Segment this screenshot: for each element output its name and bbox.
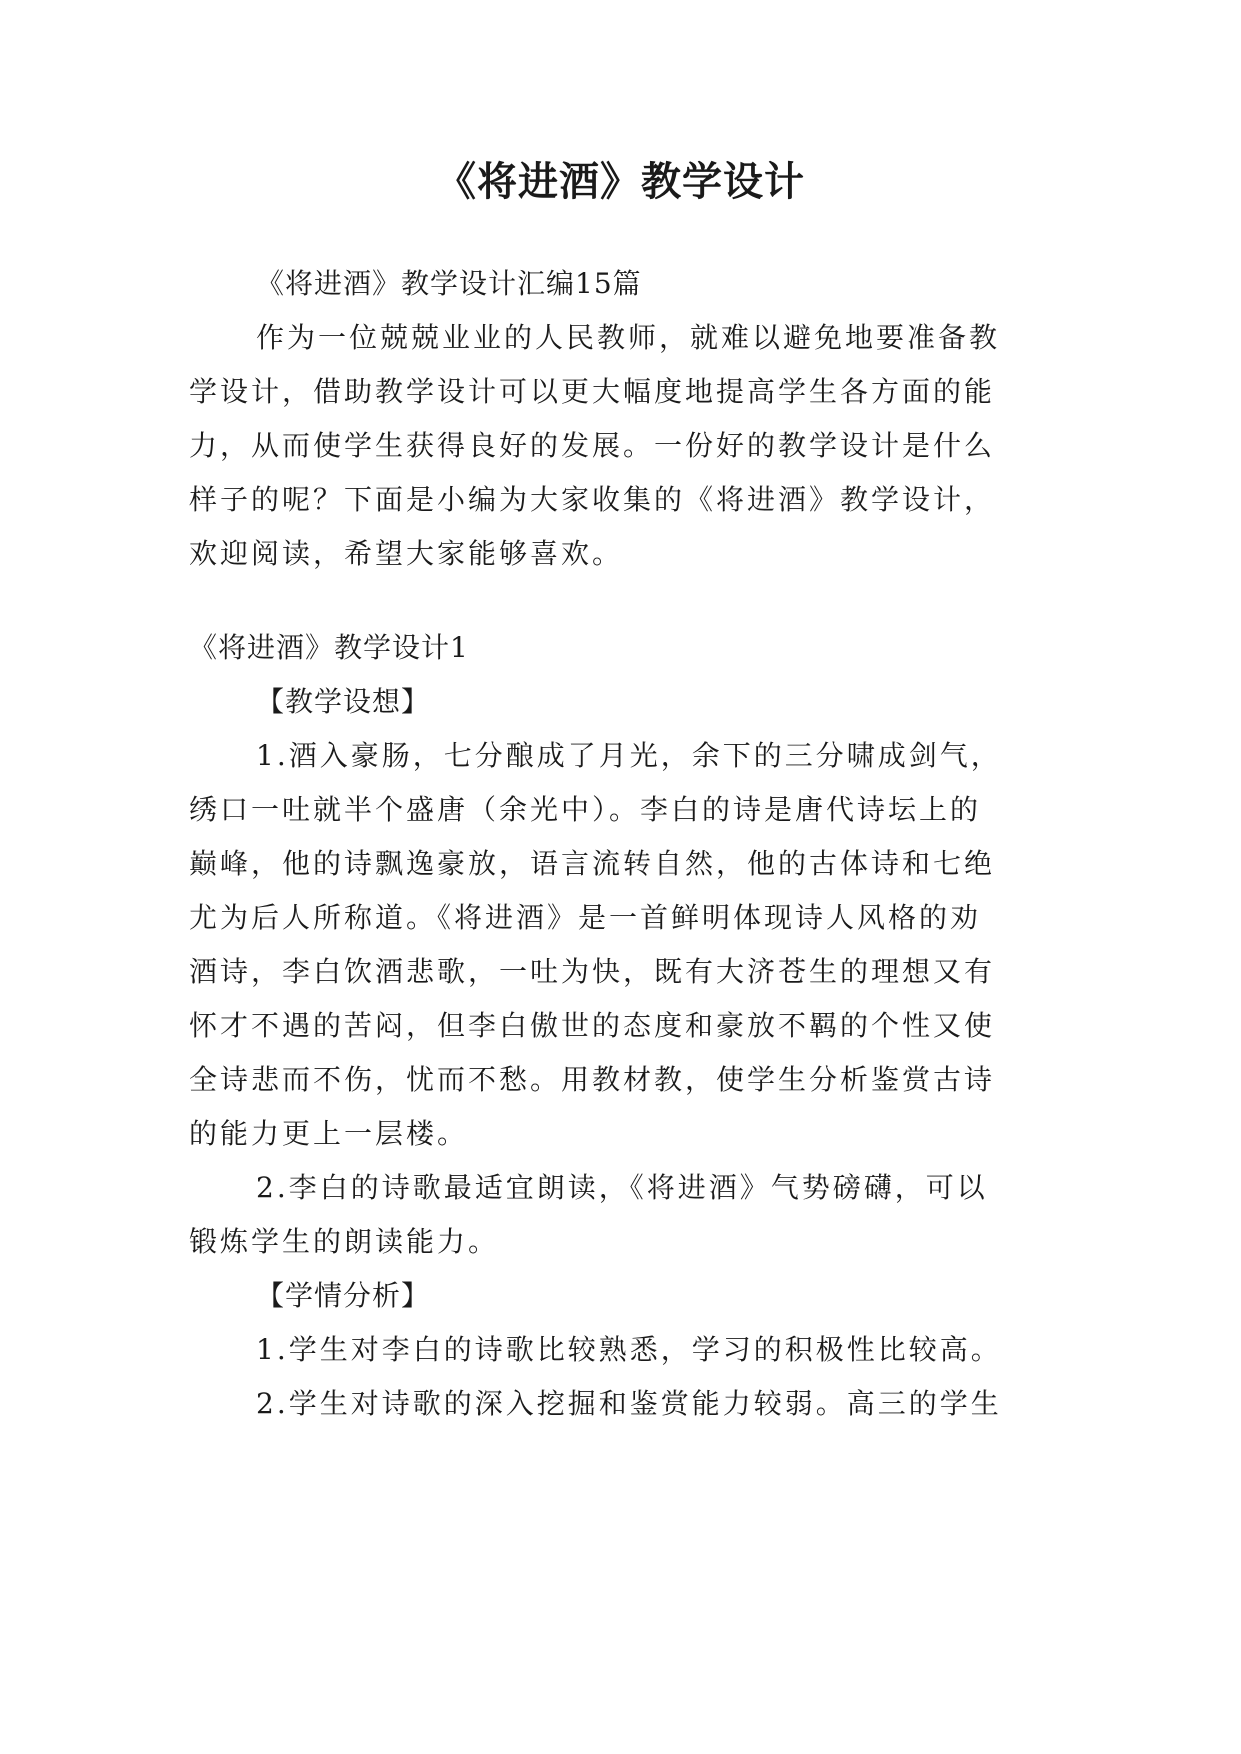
document-title: 《将进酒》教学设计 bbox=[436, 159, 805, 205]
paragraph-line: 2.学生对诗歌的深入挖掘和鉴赏能力较弱。高三的学生 bbox=[256, 1387, 1002, 1420]
paragraph-line: 锻炼学生的朗读能力。 bbox=[189, 1225, 500, 1258]
paragraph-line: 全诗悲而不伤，忧而不愁。用教材教，使学生分析鉴赏古诗 bbox=[189, 1063, 996, 1096]
paragraph-line: 作为一位兢兢业业的人民教师，就难以避免地要准备教 bbox=[256, 321, 1001, 354]
paragraph-line: 怀才不遇的苦闷，但李白傲世的态度和豪放不羁的个性又使 bbox=[189, 1009, 996, 1042]
paragraph-line: 学设计，借助教学设计可以更大幅度地提高学生各方面的能 bbox=[189, 375, 996, 408]
paragraph-line: 的能力更上一层楼。 bbox=[189, 1117, 469, 1150]
paragraph-line: 2.李白的诗歌最适宜朗读，《将进酒》气势磅礴，可以 bbox=[256, 1171, 988, 1204]
paragraph-line: 酒诗，李白饮酒悲歌，一吐为快，既有大济苍生的理想又有 bbox=[189, 955, 996, 988]
subtitle-line: 《将进酒》教学设计汇编15篇 bbox=[256, 267, 642, 300]
section-heading: 《将进酒》教学设计1 bbox=[189, 631, 469, 664]
paragraph-line: 巅峰，他的诗飘逸豪放，语言流转自然，他的古体诗和七绝 bbox=[189, 847, 996, 880]
subsection-heading: 【学情分析】 bbox=[256, 1279, 431, 1312]
paragraph-line: 1.学生对李白的诗歌比较熟悉，学习的积极性比较高。 bbox=[256, 1333, 1002, 1366]
paragraph-line: 尤为后人所称道。《将进酒》是一首鲜明体现诗人风格的劝 bbox=[189, 901, 982, 934]
subsection-heading: 【教学设想】 bbox=[256, 685, 431, 718]
paragraph-line: 力，从而使学生获得良好的发展。一份好的教学设计是什么 bbox=[189, 429, 996, 462]
paragraph-line: 绣口一吐就半个盛唐（余光中）。李白的诗是唐代诗坛上的 bbox=[189, 793, 982, 826]
paragraph-line: 1.酒入豪肠，七分酿成了月光，余下的三分啸成剑气， bbox=[256, 739, 1002, 772]
paragraph-line: 欢迎阅读，希望大家能够喜欢。 bbox=[189, 537, 624, 570]
paragraph-line: 样子的呢？下面是小编为大家收集的《将进酒》教学设计， bbox=[189, 483, 996, 516]
